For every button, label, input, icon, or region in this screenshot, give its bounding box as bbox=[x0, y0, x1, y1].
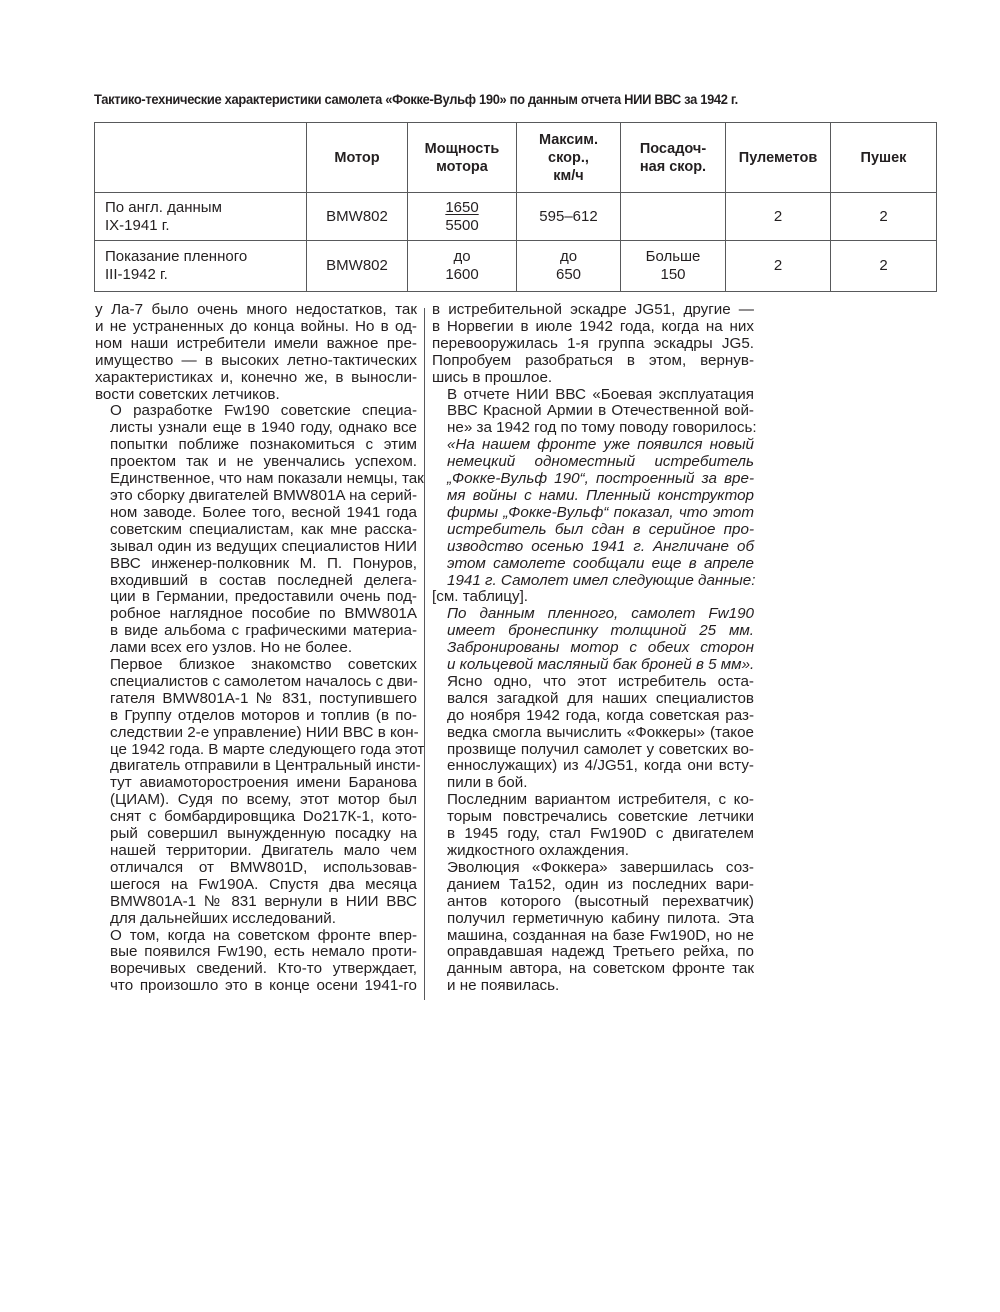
text-line: имеет бронеспинку толщиной 25 мм. bbox=[447, 622, 754, 640]
paragraph bbox=[95, 402, 424, 657]
text-line: Последним вариантом истребителя, с ко- bbox=[447, 791, 754, 809]
text-line: вости советских летчиков. bbox=[95, 385, 280, 403]
text-line: антов которого (высотный перехватчик) bbox=[447, 892, 754, 910]
text-line: пили в бой. bbox=[447, 774, 528, 792]
cell-max-speed: 595–612 bbox=[517, 193, 621, 241]
text-line: шегося на Fw190A. Спустя два месяца bbox=[110, 875, 417, 893]
text-line: ведка смогла вычислить «Фоккеры» (такое bbox=[447, 723, 754, 741]
text-line: О том, когда на советском фронте впер- bbox=[110, 926, 417, 944]
text-line: зывал один из ведущих специалистов НИИ bbox=[110, 537, 417, 555]
text-line: Эволюция «Фоккера» завершилась соз- bbox=[447, 858, 754, 876]
text-line: гателя BMW801A-1 № 831, поступившего bbox=[110, 689, 417, 707]
text-line: О разработке Fw190 советские специа- bbox=[110, 402, 417, 420]
paragraph bbox=[432, 302, 754, 387]
cell-landing-speed: Больше 150 bbox=[621, 241, 726, 292]
text-line: це 1942 года. В марте следующего года этот bbox=[110, 740, 425, 758]
text-line: Забронированы мотор с обеих сторон bbox=[447, 639, 754, 657]
text-line: не» за 1942 год по тому поводу говорилось: bbox=[447, 419, 757, 437]
cell-power: 1650 5500 bbox=[408, 193, 517, 241]
text-line: специалистов с самолетом началось с дви- bbox=[110, 672, 418, 690]
cell-landing-speed bbox=[621, 193, 726, 241]
quote-paragraph bbox=[432, 437, 754, 589]
paragraph bbox=[95, 928, 417, 996]
text-line: машина, созданная на базе Fw190D, но не bbox=[447, 926, 754, 944]
text-line: вался загадкой для наших специалистов bbox=[447, 689, 754, 707]
header-max-speed: Максим. скор., км/ч bbox=[517, 123, 621, 193]
text-line: что произошло это в конце осени 1941-го bbox=[110, 977, 417, 995]
cell-motor: BMW802 bbox=[307, 241, 408, 292]
text-line: еннослужащих) из 4/JG51, когда они всту- bbox=[447, 757, 754, 775]
paragraph bbox=[432, 674, 754, 792]
text-line: снят с бомбардировщика Do217К-1, кото- bbox=[110, 808, 417, 826]
text-line: жидкостного охлаждения. bbox=[447, 842, 629, 859]
quote-paragraph bbox=[432, 606, 754, 674]
text-line: перевооружилась 1-я группа эскадры JG5. bbox=[432, 334, 754, 352]
header-empty bbox=[95, 123, 307, 193]
text-line: Попробуем разобраться в этом, вернув- bbox=[432, 351, 754, 369]
text-line: проектом так и не увенчались успехом. bbox=[110, 453, 417, 471]
table-caption: Тактико-технические характеристики самолета «Фокке-Вульф 190» по данным отчета НИИ ВВС за 1942 г. bbox=[94, 92, 738, 108]
row-label: По англ. данным IX-1941 г. bbox=[95, 193, 307, 241]
text-line: Единственное, что нам показали немцы, так bbox=[110, 470, 424, 488]
text-line: характеристиках и, конечно же, в выносли- bbox=[95, 368, 417, 386]
text-line: у Ла-7 было очень много недостатков, так bbox=[95, 301, 417, 318]
text-line: двигатель отправили в Центральный инсти- bbox=[110, 757, 421, 775]
text-line: рый совершил вынужденную посадку на bbox=[110, 825, 417, 843]
text-line: прозвище получил самолет у советских во- bbox=[447, 740, 754, 758]
text-line: ВВС инженер-полковник М. П. Понуров, bbox=[110, 554, 417, 572]
text-line: ВВС Красной Армии в Отечественной вой- bbox=[447, 402, 754, 420]
cell-max-speed: до 650 bbox=[517, 241, 621, 292]
text-line: истребитель был сдан в серийное про- bbox=[447, 520, 754, 538]
text-line: Ясно одно, что этот истребитель оста- bbox=[447, 672, 754, 690]
text-line: мя войны с нами. Пленный конструктор bbox=[447, 486, 754, 504]
cell-machine-guns: 2 bbox=[726, 241, 831, 292]
header-power: Мощность мотора bbox=[408, 123, 517, 193]
table-reference-note: [см. таблицу]. bbox=[432, 588, 529, 606]
text-line: и не появилась. bbox=[447, 977, 560, 995]
text-line: данием Та152, один из последних вари- bbox=[447, 875, 754, 893]
text-line: воречивых сведений. Кто-то утверждает, bbox=[110, 960, 417, 978]
text-line: входивший в состав последней делега- bbox=[110, 571, 417, 589]
text-line: отличался от BMW801D, использовав- bbox=[110, 858, 417, 876]
cell-cannons: 2 bbox=[831, 193, 937, 241]
text-line: в 1945 году, стал Fw190D с двигателем bbox=[447, 825, 754, 843]
text-line: В отчете НИИ ВВС «Боевая эксплуатация bbox=[447, 385, 754, 403]
paragraph bbox=[432, 792, 754, 860]
left-text-column bbox=[95, 301, 425, 995]
text-line: шись в прошлое. bbox=[432, 368, 553, 386]
text-line: следствии 2-е управление) НИИ ВВС в кон- bbox=[110, 723, 419, 741]
text-line: листы узнали еще в 1940 году, однако все bbox=[110, 419, 417, 437]
text-line: вые появился Fw190, есть немало проти- bbox=[110, 943, 417, 961]
column-divider bbox=[424, 308, 425, 1000]
text-line: 1941 г. Самолет имел следующие данные: bbox=[447, 571, 756, 589]
table-header-row bbox=[95, 123, 937, 193]
table-row bbox=[95, 241, 937, 292]
text-line: „Фокке-Вульф 190“, построенный за вре- bbox=[447, 470, 754, 488]
row-label: Показание пленного III-1942 г. bbox=[95, 241, 307, 292]
text-line: до ноября 1942 года, когда советская раз- bbox=[447, 706, 754, 724]
paragraph bbox=[95, 302, 417, 403]
text-line: и кольцевой масляный бак броней в 5 мм». bbox=[447, 656, 755, 674]
header-machine-guns: Пулеметов bbox=[726, 123, 831, 193]
header-cannons: Пушек bbox=[831, 123, 937, 193]
text-line: советским специалистам, как мне расска- bbox=[110, 520, 417, 538]
text-line: получил герметичную кабину пилота. Эта bbox=[447, 909, 754, 927]
text-line: «На нашем фронте уже появился новый bbox=[447, 436, 754, 454]
specs-table bbox=[94, 122, 937, 292]
text-line: для дальнейших исследований. bbox=[110, 909, 336, 927]
text-line: Первое близкое знакомство советских bbox=[110, 656, 417, 674]
text-line: тут авиамоторостроения имени Баранова bbox=[110, 774, 417, 792]
text-line: ции в Германии, предоставили очень под- bbox=[110, 588, 417, 606]
text-line: BMW801A-1 № 831 вернули в НИИ ВВС bbox=[110, 892, 417, 910]
text-line: (ЦИАМ). Судя по всему, этот мотор был bbox=[110, 791, 417, 809]
text-line: фирмы „Фокке-Вульф“ показал, что этот bbox=[447, 503, 754, 521]
header-landing-speed: Посадоч- ная скор. bbox=[621, 123, 726, 193]
text-line: попытки поближе познакомиться с этим bbox=[110, 436, 417, 454]
text-line: ном наши истребители имели важное пре- bbox=[95, 334, 417, 352]
cell-cannons: 2 bbox=[831, 241, 937, 292]
text-line: в истребительной эскадре JG51, другие — bbox=[432, 301, 754, 318]
header-motor: Мотор bbox=[307, 123, 408, 193]
right-text-column bbox=[432, 301, 757, 995]
paragraph bbox=[432, 860, 754, 995]
cell-power: до 1600 bbox=[408, 241, 517, 292]
text-line: нашей территории. Двигатель мало чем bbox=[110, 842, 417, 859]
text-line: лами всех его узлов. Но не более. bbox=[110, 639, 353, 657]
text-line: в Группу отделов моторов и топлив (в по- bbox=[110, 706, 417, 724]
text-line: робное наглядное пособие по BMW801A bbox=[110, 605, 417, 623]
cell-machine-guns: 2 bbox=[726, 193, 831, 241]
cell-motor: BMW802 bbox=[307, 193, 408, 241]
text-line: и не устраненных до конца войны. Но в од- bbox=[95, 317, 417, 335]
text-line: По данным пленного, самолет Fw190 bbox=[447, 605, 754, 623]
table-row bbox=[95, 193, 937, 241]
paragraph bbox=[95, 656, 425, 928]
text-line: имущество — в высоких летно-тактических bbox=[95, 351, 417, 369]
text-line: данным автора, на советском фронте так bbox=[447, 960, 754, 978]
text-line: этом самолете сообщали еще в апреле bbox=[447, 554, 754, 572]
text-line: ном заводе. Более того, весной 1941 года bbox=[110, 503, 417, 521]
text-line: изводство осенью 1941 г. Англичане об bbox=[447, 537, 754, 555]
text-line: в Норвегии в июле 1942 года, когда на них bbox=[432, 317, 754, 335]
text-line: оправдавшая надежд Третьего рейха, по bbox=[447, 943, 754, 961]
text-line: в виде альбома с графическими материа- bbox=[110, 622, 417, 640]
text-line: торым повстречались советские летчики bbox=[447, 808, 754, 826]
text-line: это сборку двигателей BMW801A на серий- bbox=[110, 486, 417, 504]
paragraph bbox=[432, 385, 757, 438]
text-line: немецкий одноместный истребитель bbox=[447, 453, 754, 471]
